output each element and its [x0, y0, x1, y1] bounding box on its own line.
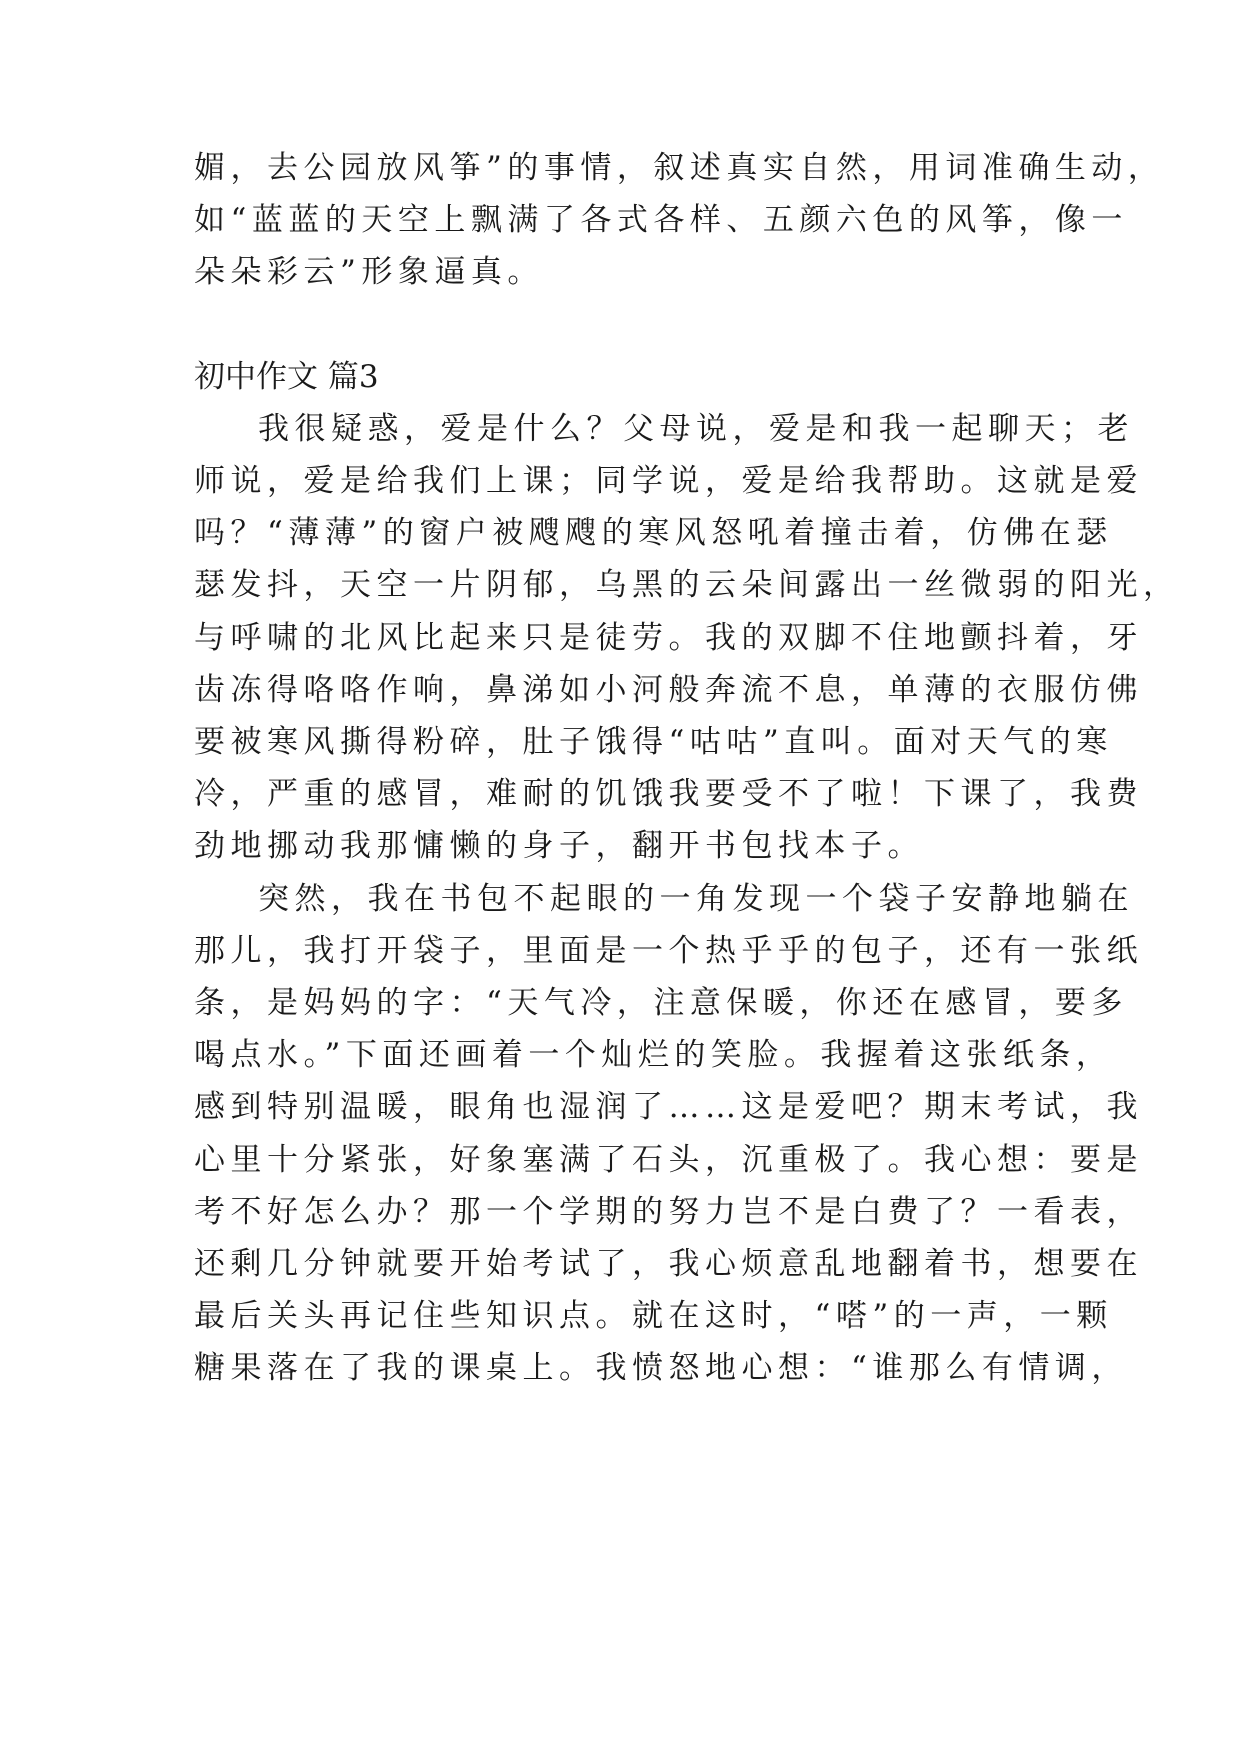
text-line: 师说，爱是给我们上课；同学说，爱是给我帮助。这就是爱 [194, 463, 1143, 499]
text-line: 如“蓝蓝的天空上飘满了各式各样、五颜六色的风筝，像一 [194, 202, 1128, 238]
text-line: 吗？“薄薄”的窗户被飕飕的寒风怒吼着撞击着，仿佛在瑟 [194, 515, 1113, 551]
text-line: 突然，我在书包不起眼的一角发现一个袋子安静地躺在 [258, 881, 1134, 917]
text-line: 那儿，我打开袋子，里面是一个热乎乎的包子，还有一张纸 [194, 933, 1143, 969]
text-line: 朵朵彩云”形象逼真。 [194, 254, 544, 290]
text-line: 瑟发抖，天空一片阴郁，乌黑的云朵间露出一丝微弱的阳光， [194, 567, 1180, 603]
text-line: 糖果落在了我的课桌上。我愤怒地心想：“谁那么有情调， [194, 1350, 1128, 1386]
text-line: 条，是妈妈的字：“天气冷，注意保暖，你还在感冒，要多 [194, 985, 1128, 1021]
text-line: 齿冻得咯咯作响，鼻涕如小河般奔流不息，单薄的衣服仿佛 [194, 672, 1143, 708]
text-line: 冷，严重的感冒，难耐的饥饿我要受不了啦！下课了，我费 [194, 776, 1143, 812]
text-line: 要被寒风撕得粉碎，肚子饿得“咕咕”直叫。面对天气的寒 [194, 724, 1113, 760]
text-line: 与呼啸的北风比起来只是徒劳。我的双脚不住地颤抖着，牙 [194, 620, 1143, 656]
text-line: 劲地挪动我那慵懒的身子，翻开书包找本子。 [194, 828, 924, 864]
section-title: 初中作文 篇3 [194, 359, 379, 395]
text-line: 媚，去公园放风筝”的事情，叙述真实自然，用词准确生动， [194, 150, 1165, 186]
text-line: 还剩几分钟就要开始考试了，我心烦意乱地翻着书，想要在 [194, 1246, 1143, 1282]
text-line: 我很疑惑，爱是什么？父母说，爱是和我一起聊天；老 [258, 411, 1134, 447]
text-line: 考不好怎么办？那一个学期的努力岂不是白费了？一看表， [194, 1194, 1143, 1230]
text-line: 感到特别温暖，眼角也湿润了……这是爱吧？期末考试，我 [194, 1089, 1143, 1125]
text-line: 喝点水。”下面还画着一个灿烂的笑脸。我握着这张纸条， [194, 1037, 1113, 1073]
text-line: 最后关头再记住些知识点。就在这时，“嗒”的一声，一颗 [194, 1298, 1113, 1334]
text-line: 心里十分紧张，好象塞满了石头，沉重极了。我心想：要是 [194, 1142, 1143, 1178]
